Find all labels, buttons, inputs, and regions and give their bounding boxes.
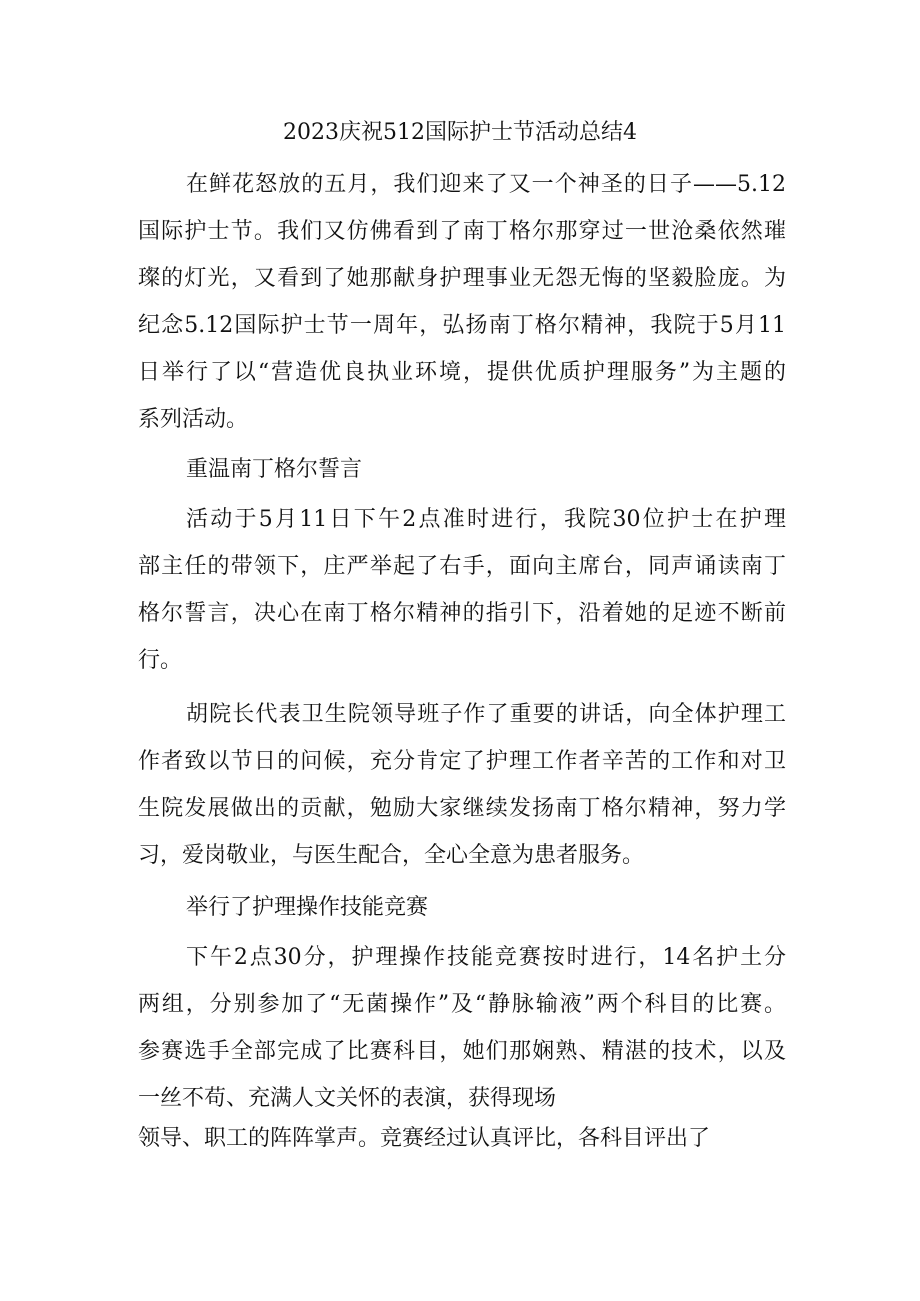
text-line: 行。 xyxy=(138,648,183,673)
text-line: 部主任的带领下，庄严举起了右手，面向主席台，同声诵读南丁 xyxy=(138,554,786,579)
text-line: 作者致以节日的问候，充分肯定了护理工作者辛苦的工作和对卫 xyxy=(138,749,786,774)
text-line: 国际护士节。我们又仿佛看到了南丁格尔那穿过一世沧桑依然璀 xyxy=(138,219,786,244)
text-line: 胡院长代表卫生院领导班子作了重要的讲话，向全体护理工 xyxy=(186,702,786,727)
text-line: 两组，分别参加了“无菌操作”及“静脉输液”两个科目的比赛。 xyxy=(138,992,786,1017)
text-line: 参赛选手全部完成了比赛科目，她们那娴熟、精湛的技术，以及 xyxy=(138,1039,786,1064)
text-line: 习，爱岗敬业，与医生配合，全心全意为患者服务。 xyxy=(138,843,645,868)
text-line: 活动于5月11日下午2点准时进行，我院30位护士在护理 xyxy=(186,507,786,532)
text-line: 在鲜花怒放的五月，我们迎来了又一个神圣的日子——5.12 xyxy=(186,172,786,197)
section-heading: 举行了护理操作技能竞赛 xyxy=(186,895,429,920)
text-line: 纪念5.12国际护士节一周年，弘扬南丁格尔精神，我院于5月11 xyxy=(138,313,786,338)
text-line: 下午2点30分，护理操作技能竞赛按时进行，14名护土分 xyxy=(186,945,786,970)
text-line: 日举行了以“营造优良执业环境，提供优质护理服务”为主题的 xyxy=(138,360,786,385)
section-heading: 重温南丁格尔誓言 xyxy=(186,457,363,482)
document-title: 2023庆祝512国际护士节活动总结4 xyxy=(283,120,637,145)
text-line: 生院发展做出的贡献，勉励大家继续发扬南丁格尔精神，努力学 xyxy=(138,796,786,821)
text-line: 一丝不苟、充满人文关怀的表演，获得现场 xyxy=(138,1086,557,1111)
text-line: 系列活动。 xyxy=(138,407,249,432)
text-line: 格尔誓言，决心在南丁格尔精神的指引下，沿着她的足迹不断前 xyxy=(138,601,786,626)
text-line: 领导、职工的阵阵掌声。竞赛经过认真评比，各科目评出了 xyxy=(138,1126,711,1151)
text-line: 璨的灯光，又看到了她那献身护理事业无怨无悔的坚毅脸庞。为 xyxy=(138,266,786,291)
